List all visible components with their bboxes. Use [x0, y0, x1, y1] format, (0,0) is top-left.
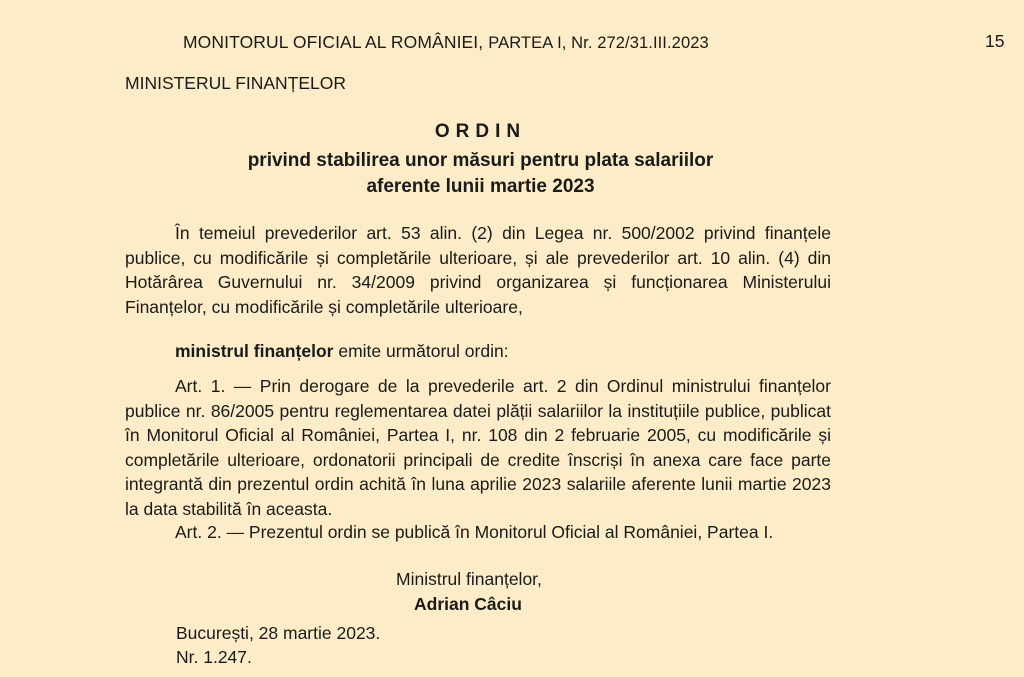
place-and-date: București, 28 martie 2023. [176, 623, 381, 643]
preamble-paragraph: În temeiul prevederilor art. 53 alin. (2) din Legea nr. 500/2002 privind finanțele publice, cu modificările și completările ulterioare, și ale prevederilor art. 10 alin. (4) din Hotărârea Guvernului nr. 34/2009 privind organizarea și funcționarea Ministerului Finanțelor, cu modificările și completările ulterioare, [125, 223, 831, 317]
document-type-heading: ORDIN [434, 121, 527, 142]
publication-header [183, 32, 709, 53]
signatory-role: Ministrul finanțelor, [396, 569, 542, 589]
emitter-text: emite următorul ordin: [333, 341, 509, 361]
issuing-ministry: MINISTERUL FINANȚELOR [125, 73, 347, 93]
signatory-name: Adrian Câciu [414, 594, 522, 614]
emitter-paragraph [125, 339, 831, 364]
publication-name: MONITORUL OFICIAL AL ROMÂNIEI, [183, 32, 484, 52]
order-number: Nr. 1.247. [176, 647, 252, 667]
document-title-line-2: aferente lunii martie 2023 [366, 176, 595, 197]
article-1: Art. 1. — Prin derogare de la prevederile art. 2 din Ordinul ministrului finanțelor publice nr. 86/2005 pentru reglementarea datei plății salariilor la instituțiile publice, publicat în Monitorul Oficial al României, Partea I, nr. 108 din 2 februarie 2005, cu modificările și completările ulterioare, ordonatorii principali de credite înscriși în anexa care face parte integrantă din prezentul ordin achită în luna aprilie 2023 salariile aferente lunii martie 2023 la data stabilită în aceasta. [125, 376, 831, 519]
document-title [0, 148, 961, 200]
issue-reference: PARTEA I, Nr. 272/31.III.2023 [488, 34, 709, 52]
emitter-bold: ministrul finanțelor [175, 341, 334, 361]
page-number: 15 [985, 31, 1005, 51]
article-2: Art. 2. — Prezentul ordin se publică în Monitorul Oficial al României, Partea I. [175, 522, 774, 542]
document-title-line-1: privind stabilirea unor măsuri pentru plata salariilor [247, 150, 714, 171]
